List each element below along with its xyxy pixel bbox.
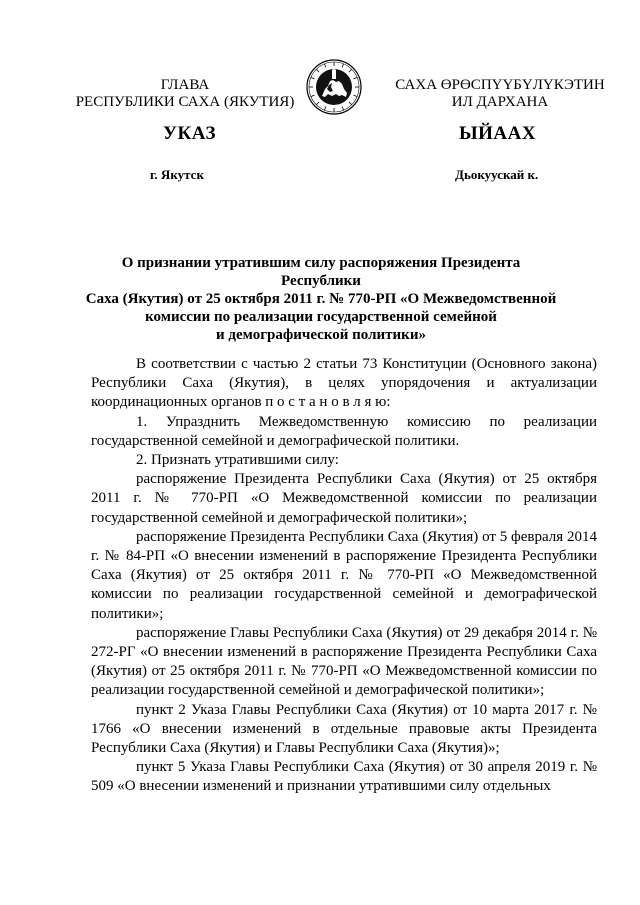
header-right xyxy=(385,77,615,111)
body-paragraph: пункт 2 Указа Главы Республики Саха (Якутия) от 10 марта 2017 г. № 1766 «О внесении изменений в отдельные правовые акты Президента Республики Саха (Якутия) и Главы Республики Саха (Якутия)»; xyxy=(91,701,597,757)
body-paragraph: распоряжение Президента Республики Саха (Якутия) от 25 октября 2011 г. № 770-РП «О Межведомственной комиссии по реализации государственной семейной и демографической политики»; xyxy=(91,471,597,526)
city-dyokuuskay: Дьокуускай к. xyxy=(455,167,539,182)
city-yakutsk: г. Якутск xyxy=(150,167,204,182)
doc-type-yiaah: ЫЙААХ xyxy=(459,123,537,144)
coat-of-arms-emblem-icon xyxy=(306,59,362,115)
title-line: Саха (Якутия) от 25 октября 2011 г. № 770-РП «О Межведомственной xyxy=(85,291,557,307)
title-line: О признании утратившим силу распоряжения Президента Республики xyxy=(121,255,521,289)
document-title xyxy=(80,254,562,344)
body-paragraph: В соответствии с частью 2 статьи 73 Конституции (Основного закона) Республики Саха (Якутия), в целях упорядочения и актуализации координационных органов п о с т а н о в л я ю: xyxy=(91,356,597,411)
header-left-line-2: РЕСПУБЛИКИ САХА (ЯКУТИЯ) xyxy=(75,94,295,110)
body-paragraph: пункт 5 Указа Главы Республики Саха (Якутия) от 30 апреля 2019 г. № 509 «О внесении изменений и признании утратившими силу отдельных xyxy=(91,759,597,795)
header-left-line-1: ГЛАВА xyxy=(160,77,210,93)
header-right-line-2: ИЛ ДАРХАНА xyxy=(451,94,549,110)
title-line: комиссии по реализации государственной семейной xyxy=(145,309,497,325)
body-paragraph: распоряжение Главы Республики Саха (Якутия) от 29 декабря 2014 г. № 272-РГ «О внесении изменений в распоряжение Президента Республики Саха (Якутия) от 25 октября 2011 г. № 770-РП «О Межведомственной комиссии по реализации государственной семейной и демографической политики»; xyxy=(91,624,597,699)
document-body xyxy=(91,355,597,797)
header-left xyxy=(70,77,300,111)
body-paragraph: распоряжение Президента Республики Саха (Якутия) от 5 февраля 2014 г. № 84-РП «О внесении изменений в распоряжение Президента Республики Саха (Якутия) от 25 октября 2011 г. № 770-РП «О Межведомственной комиссии по реализации государственной семейной и демографической политики»; xyxy=(91,528,597,622)
doc-type-ukaz: УКАЗ xyxy=(163,123,216,144)
header-right-line-1: САХА ӨРӨСПҮҮБҮЛҮКЭТИН xyxy=(395,77,605,93)
title-line: и демографической политики» xyxy=(216,327,426,343)
body-paragraph: 2. Признать утратившими силу: xyxy=(136,452,339,469)
body-paragraph: 1. Упразднить Межведомственную комиссию по реализации государственной семейной и демографической политики. xyxy=(91,413,597,449)
